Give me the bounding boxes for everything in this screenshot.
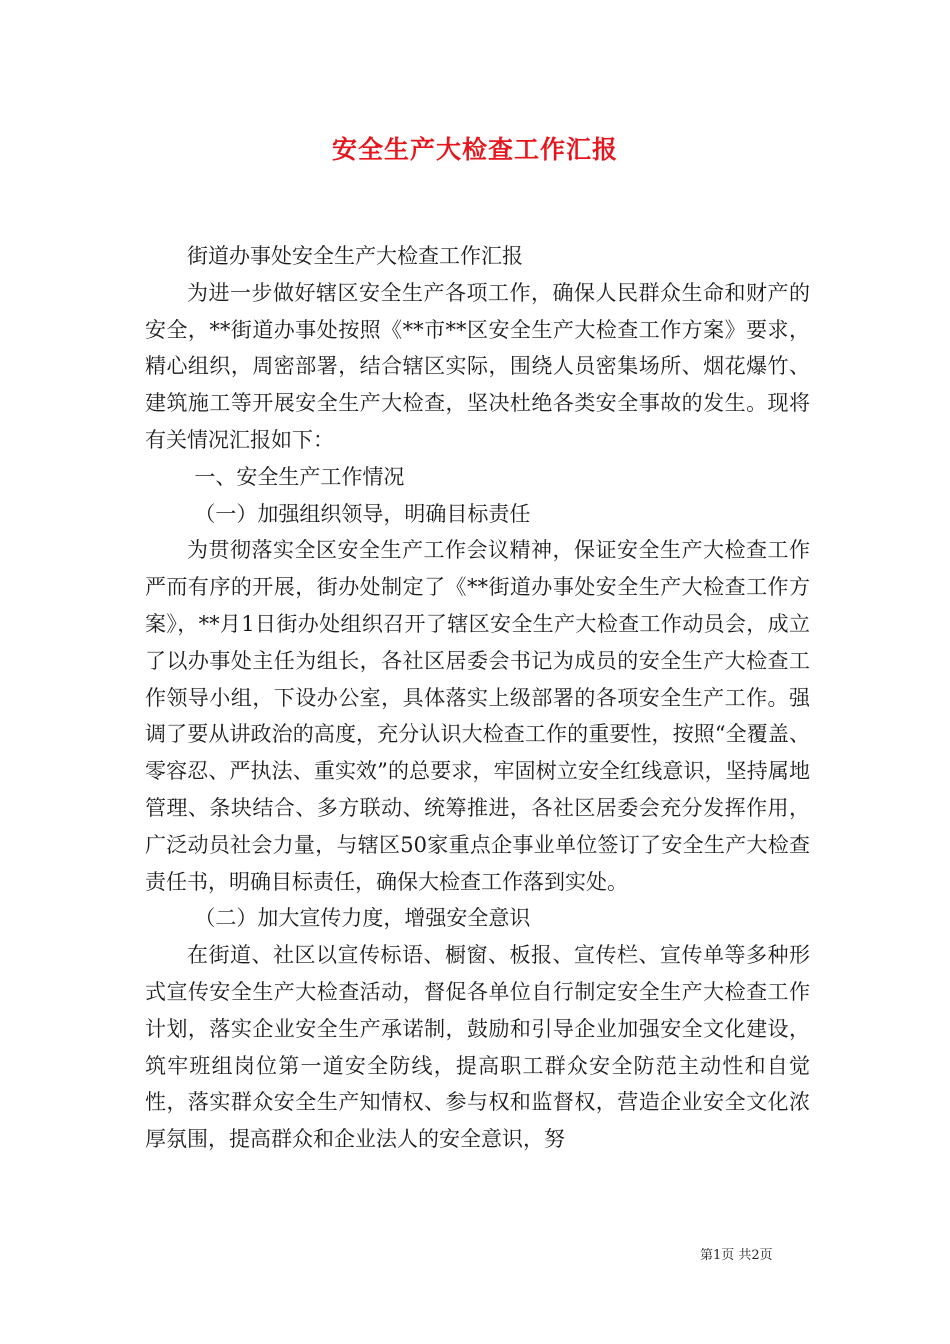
paragraph-publicity: 在街道、社区以宣传标语、橱窗、板报、宣传栏、宣传单等多种形式宣传安全生产大检查活动，督促各单位自行制定安全生产大检查工作计划，落实企业安全生产承诺制，鼓励和引导企业加强安全文化建设，筑牢班组岗位第一道安全防线，提高职工群众安全防范主动性和自觉性，落实群众安全生产知情权、参与权和监督权，营造企业安全文化浓厚氛围，提高群众和企业法人的安全意识，努: [145, 943, 810, 1152]
paragraph-subtitle: 街道办事处安全生产大检查工作汇报: [187, 244, 523, 268]
document-title: 安全生产大检查工作汇报: [331, 135, 618, 164]
paragraph-organization: 为贯彻落实全区安全生产工作会议精神，保证安全生产大检查工作严而有序的开展，街办处制定了《**街道办事处安全生产大检查工作方案》，**月1日街办处组织召开了辖区安全生产大检查工作动员会，成立了以办事处主任为组长，各社区居委会书记为成员的安全生产大检查工作领导小组，下设办公室，具体落实上级部署的各项安全生产工作。强调了要从讲政治的高度，充分认识大检查工作的重要性，按照“全覆盖、零容忍、严执法、重实效”的总要求，牢固树立安全红线意识，坚持属地管理、条块结合、多方联动、统筹推进，各社区居委会充分发挥作用，广泛动员社会力量，与辖区50家重点企事业单位签订了安全生产大检查责任书，明确目标责任，确保大检查工作落到实处。: [145, 538, 810, 894]
subsection-heading-2: （二）加大宣传力度，增强安全意识: [194, 906, 531, 931]
section-heading-1: 一、安全生产工作情况: [194, 464, 405, 489]
subsection-heading-1: （一）加强组织领导，明确目标责任: [194, 501, 531, 526]
page-number-footer: 第1页 共2页: [700, 1248, 773, 1263]
paragraph-intro: 为进一步做好辖区安全生产各项工作，确保人民群众生命和财产的安全，**街道办事处按照《**市**区安全生产大检查工作方案》要求，精心组织，周密部署，结合辖区实际，围绕人员密集场所、烟花爆竹、建筑施工等开展安全生产大检查，坚决杜绝各类安全事故的发生。现将有关情况汇报如下：: [145, 280, 810, 452]
document-body: [145, 238, 810, 1158]
